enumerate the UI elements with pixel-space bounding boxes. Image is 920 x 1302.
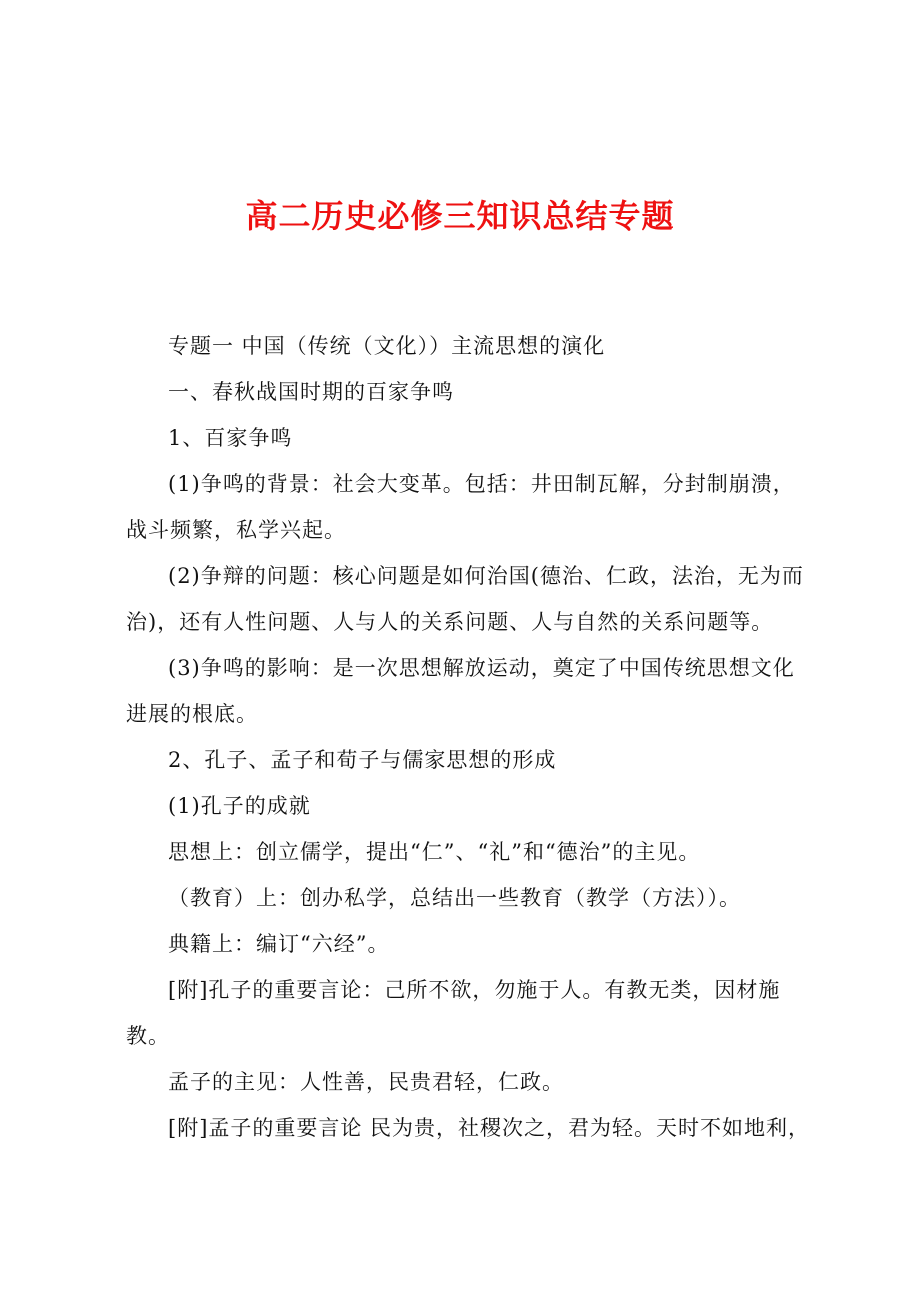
document-body bbox=[126, 323, 812, 1151]
paragraph-thought: 思想上：创立儒学，提出“仁”、“礼”和“德治”的主见。 bbox=[168, 840, 701, 864]
paragraph-classics: 典籍上：编订“六经”。 bbox=[168, 932, 390, 956]
subsection-heading: 2、孔子、孟子和荀子与儒家思想的形成 bbox=[168, 748, 557, 772]
paragraph-mencius-quotes: [附]孟子的重要言论 民为贵，社稷次之，君为轻。天时不如地利， bbox=[168, 1116, 811, 1140]
paragraph-debate-issues: (2)争辩的问题：核心问题是如何治国(德治、仁政，法治，无为而治)，还有人性问题、人与人的关系问题、人与自然的关系问题等。 bbox=[126, 564, 804, 634]
document-title: 高二历史必修三知识总结专题 bbox=[245, 197, 675, 235]
paragraph-education: （教育）上：创办私学，总结出一些教育（教学（方法））。 bbox=[168, 886, 741, 910]
paragraph-background: (1)争鸣的背景：社会大变革。包括：井田制瓦解，分封制崩溃，战斗频繁，私学兴起。 bbox=[126, 472, 795, 542]
item-heading: (1)孔子的成就 bbox=[168, 794, 311, 818]
paragraph-influence: (3)争鸣的影响：是一次思想解放运动，奠定了中国传统思想文化进展的根底。 bbox=[126, 656, 795, 726]
paragraph-mencius-ideas: 孟子的主见：人性善，民贵君轻，仁政。 bbox=[168, 1070, 564, 1094]
section-heading: 一、春秋战国时期的百家争鸣 bbox=[168, 380, 454, 404]
paragraph-confucius-quotes: [附]孔子的重要言论：己所不欲，勿施于人。有教无类，因材施教。 bbox=[126, 978, 781, 1048]
subsection-heading: 1、百家争鸣 bbox=[168, 426, 293, 450]
topic-heading: 专题一 中国（传统（文化））主流思想的演化 bbox=[168, 334, 606, 358]
